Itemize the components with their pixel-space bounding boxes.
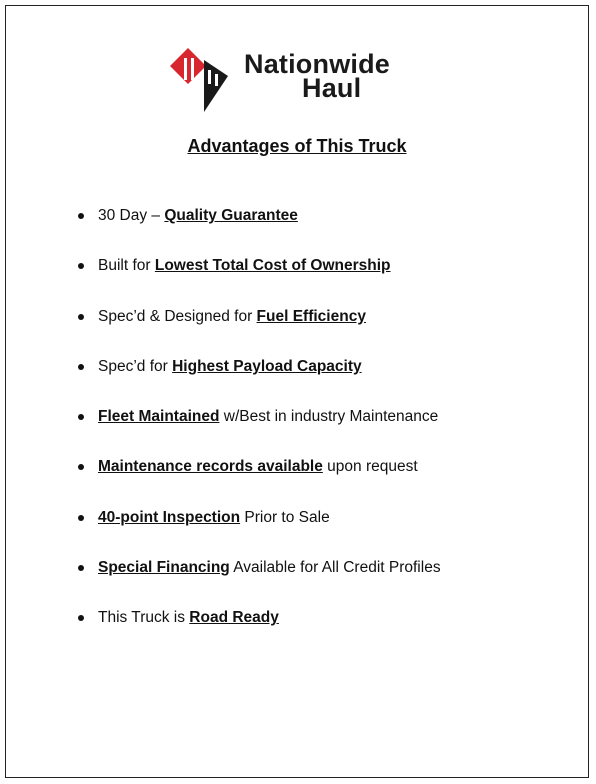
list-item xyxy=(78,607,441,657)
item-emphasis: 40-point Inspection xyxy=(98,508,241,526)
logo-line-1: Nationwide xyxy=(244,49,391,79)
page-title: Advantages of This Truck xyxy=(187,136,407,156)
list-item xyxy=(78,356,441,406)
item-emphasis: Highest Payload Capacity xyxy=(172,357,362,375)
list-item xyxy=(78,406,441,456)
bullet-icon xyxy=(78,615,84,621)
item-suffix: w/Best in industry Maintenance xyxy=(219,408,439,426)
item-prefix: 30 Day – xyxy=(98,207,165,224)
bullet-icon xyxy=(78,314,84,320)
logo-mark-icon xyxy=(166,44,242,114)
item-suffix: upon request xyxy=(322,458,418,476)
list-item xyxy=(78,306,441,356)
document-page xyxy=(5,5,589,778)
item-suffix: Prior to Sale xyxy=(240,508,330,526)
bullet-icon xyxy=(78,414,84,420)
company-logo xyxy=(166,44,446,114)
item-emphasis: Special Financing xyxy=(98,559,230,577)
bullet-icon xyxy=(78,263,84,269)
item-emphasis: Maintenance records available xyxy=(98,458,323,476)
list-item xyxy=(78,456,441,506)
item-prefix: Spec’d for xyxy=(98,357,173,375)
item-suffix: Available for All Credit Profiles xyxy=(229,559,441,577)
item-prefix: This Truck is xyxy=(98,609,190,627)
advantages-list xyxy=(78,205,441,658)
bullet-icon xyxy=(78,515,84,521)
bullet-icon xyxy=(78,565,84,571)
logo-line-2: Haul xyxy=(302,73,362,103)
item-emphasis: Quality Guarantee xyxy=(164,207,298,224)
item-emphasis: Lowest Total Cost of Ownership xyxy=(154,257,391,275)
list-item xyxy=(78,507,441,557)
logo-wordmark xyxy=(244,49,391,103)
list-item xyxy=(78,557,441,607)
bullet-icon xyxy=(78,364,84,370)
item-emphasis: Fuel Efficiency xyxy=(256,307,366,325)
item-prefix: Built for xyxy=(98,257,155,275)
item-prefix: Spec’d & Designed for xyxy=(98,307,257,325)
bullet-icon xyxy=(78,213,84,219)
list-item xyxy=(78,205,441,255)
item-emphasis: Fleet Maintained xyxy=(98,408,220,426)
list-item xyxy=(78,255,441,305)
item-emphasis: Road Ready xyxy=(189,609,279,627)
bullet-icon xyxy=(78,464,84,470)
